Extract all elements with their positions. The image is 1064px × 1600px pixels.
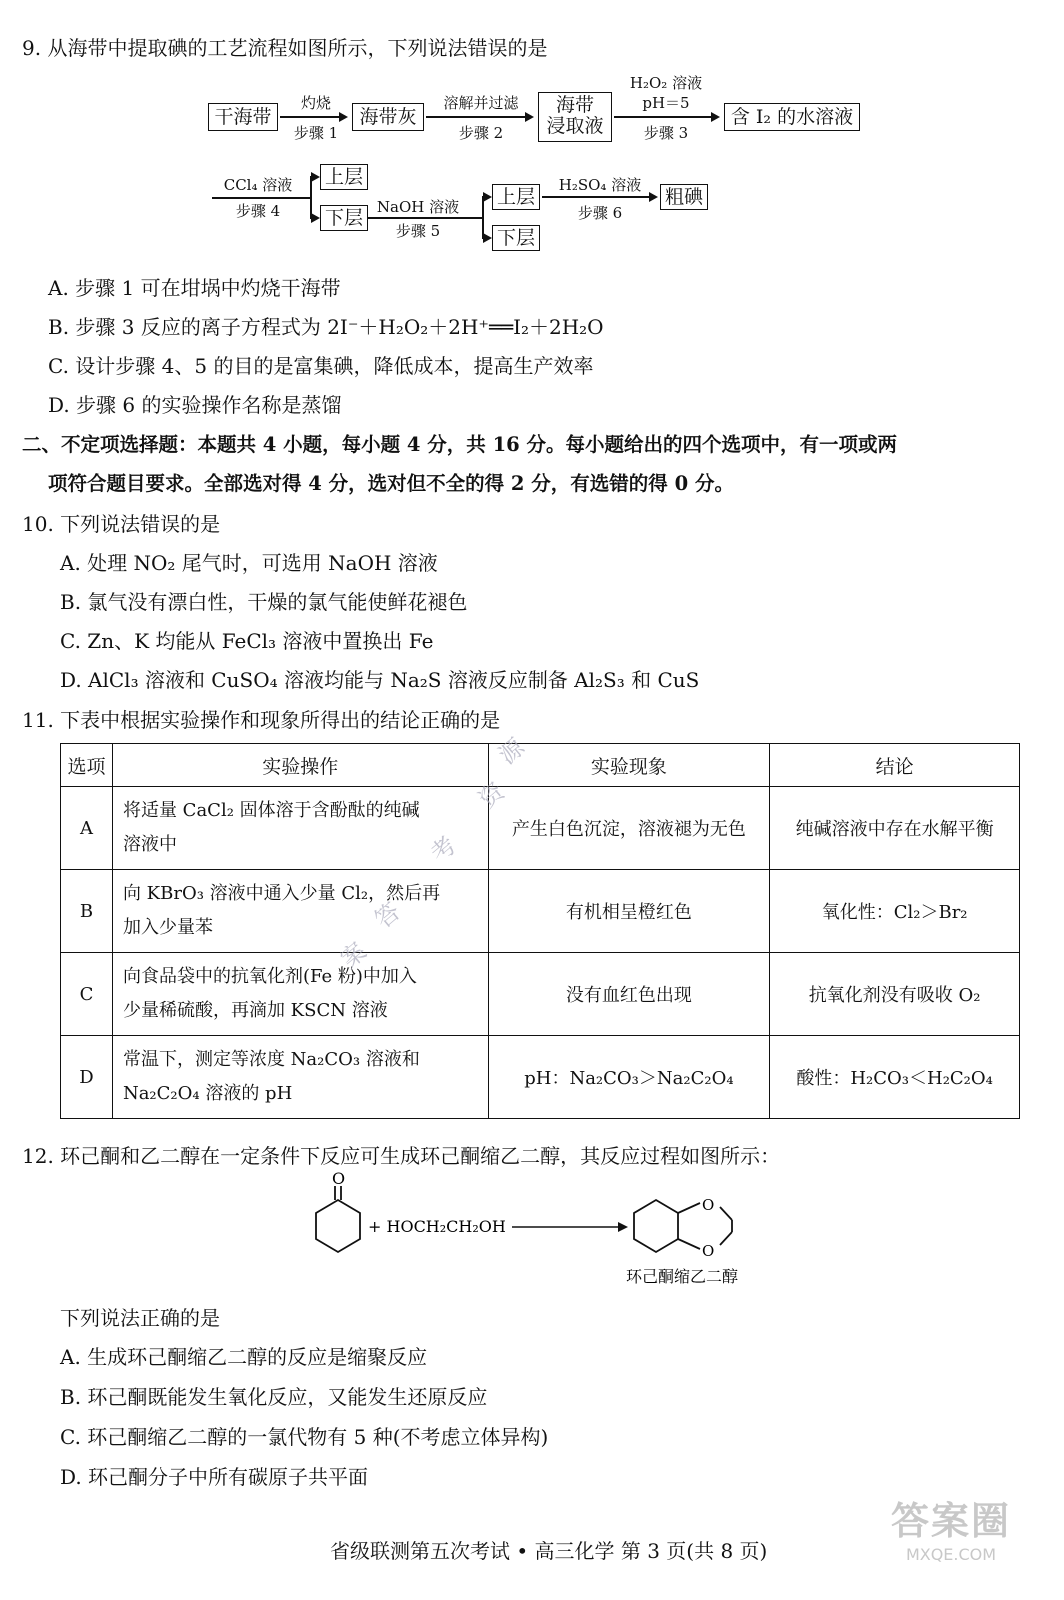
row-a-operation xyxy=(112,787,488,870)
watermark-logo-url: MXQE.COM xyxy=(905,1545,997,1564)
watermark-char: 资 xyxy=(473,776,510,814)
section2-line1: 二、不定项选择题：本题共 4 小题，每小题 4 分，共 16 分。每小题给出的四个选项中，有一项或两 xyxy=(22,433,898,456)
arrow-to-lower2 xyxy=(482,237,490,239)
row-c-op-line2: 少量稀硫酸，再滴加 KSCN 溶液 xyxy=(122,1000,388,1021)
box-upper-1: 上层 xyxy=(320,164,368,190)
row-c-option: C xyxy=(61,953,113,1036)
product-structure xyxy=(634,1200,732,1252)
q10-option-c: C. Zn、K 均能从 FeCl₃ 溶液中置换出 Fe xyxy=(60,629,434,653)
header-option: 选项 xyxy=(61,744,113,787)
row-d-conclusion: 酸性：H₂CO₃＜H₂C₂O₄ xyxy=(770,1036,1020,1119)
step6-top: H₂SO₄ 溶液 xyxy=(558,176,642,194)
row-d-phenomenon: pH：Na₂CO₃＞Na₂C₂O₄ xyxy=(488,1036,770,1119)
row-b-phenomenon: 有机相呈橙红色 xyxy=(488,870,770,953)
step6-bottom: 步骤 6 xyxy=(577,204,623,222)
step2-top: 溶解并过滤 xyxy=(443,94,519,112)
q10-option-d: D. AlCl₃ 溶液和 CuSO₄ 溶液均能与 Na₂S 溶液反应制备 Al₂S₃ 和 CuS xyxy=(60,668,700,692)
atom-o-top: O xyxy=(332,1170,346,1188)
table-row xyxy=(61,1036,1020,1119)
reagent-text: + HOCH₂CH₂OH xyxy=(368,1217,506,1236)
row-c-operation xyxy=(112,953,488,1036)
q12-option-d: D. 环己酮分子中所有碳原子共平面 xyxy=(60,1465,369,1489)
arrow-step6 xyxy=(542,196,656,198)
watermark-logo xyxy=(876,1490,1026,1564)
row-c-phenomenon: 没有血红色出现 xyxy=(488,953,770,1036)
step3-top1: H₂O₂ 溶液 xyxy=(629,74,703,92)
reaction-scheme xyxy=(300,1170,780,1290)
header-operation: 实验操作 xyxy=(112,744,488,787)
table-row xyxy=(61,787,1020,870)
step3-top2: pH＝5 xyxy=(642,94,690,112)
row-c-conclusion: 抗氧化剂没有吸收 O₂ xyxy=(770,953,1020,1036)
box-leach-liquid xyxy=(538,92,612,142)
watermark-char: 案 xyxy=(335,936,372,974)
q9-option-b: B. 步骤 3 反应的离子方程式为 2I⁻＋H₂O₂＋2H⁺══I₂＋2H₂O xyxy=(48,315,604,339)
step5-bottom: 步骤 5 xyxy=(395,222,441,240)
box-leach-line2: 浸取液 xyxy=(546,114,604,137)
row-d-op-line1: 常温下，测定等浓度 Na₂CO₃ 溶液和 xyxy=(122,1049,420,1070)
row-a-conclusion: 纯碱溶液中存在水解平衡 xyxy=(770,787,1020,870)
q12-prompt: 下列说法正确的是 xyxy=(60,1306,220,1330)
section2-line2: 项符合题目要求。全部选对得 4 分，选对但不全的得 2 分，有选错的得 0 分。 xyxy=(48,472,734,495)
page-footer: 省级联测第五次考试 • 高三化学 第 3 页(共 8 页) xyxy=(330,1539,768,1563)
row-b-operation xyxy=(112,870,488,953)
arrow-to-upper1 xyxy=(310,176,318,178)
watermark-char: 答 xyxy=(369,896,406,934)
q12-option-c: C. 环己酮缩乙二醇的一氯代物有 5 种(不考虑立体异构) xyxy=(60,1425,549,1449)
box-iodine-water: 含 I₂ 的水溶液 xyxy=(724,103,860,131)
row-a-option: A xyxy=(61,787,113,870)
step3-bottom: 步骤 3 xyxy=(643,124,689,142)
row-a-op-line2: 溶液中 xyxy=(122,834,177,855)
q12-option-a: A. 生成环己酮缩乙二醇的反应是缩聚反应 xyxy=(60,1345,428,1369)
q11-stem: 11. 下表中根据实验操作和现象所得出的结论正确的是 xyxy=(22,708,501,732)
step4-top: CCl₄ 溶液 xyxy=(223,176,293,194)
step4-bottom: 步骤 4 xyxy=(235,202,281,220)
reaction-arrowhead xyxy=(618,1222,628,1232)
watermark-char: 考 xyxy=(425,830,462,868)
step2-bottom: 步骤 2 xyxy=(458,124,504,142)
step4-line xyxy=(212,197,310,199)
row-d-op-line2: Na₂C₂O₄ 溶液的 pH xyxy=(122,1083,293,1104)
arrow-step3 xyxy=(614,116,718,118)
table-row xyxy=(61,953,1020,1036)
row-b-conclusion: 氧化性：Cl₂＞Br₂ xyxy=(770,870,1020,953)
arrow-to-upper2 xyxy=(482,196,490,198)
table-row xyxy=(61,870,1020,953)
q9-stem: 9. 从海带中提取碘的工艺流程如图所示，下列说法错误的是 xyxy=(22,36,548,60)
watermark-logo-text: 答案圈 xyxy=(890,1499,1011,1543)
q9-option-a: A. 步骤 1 可在坩埚中灼烧干海带 xyxy=(48,276,341,300)
box-dry-kelp: 干海带 xyxy=(208,103,278,131)
experiment-table xyxy=(60,743,1020,1119)
step5-top: NaOH 溶液 xyxy=(376,198,460,216)
header-phenomenon: 实验现象 xyxy=(488,744,770,787)
cyclohexanone-structure xyxy=(316,1186,360,1252)
arrow-step2 xyxy=(426,116,532,118)
arrow-to-lower1 xyxy=(310,217,318,219)
box-upper-2: 上层 xyxy=(492,184,540,210)
box-crude-iodine: 粗碘 xyxy=(660,184,708,210)
box-leach-line1: 海带 xyxy=(555,94,594,116)
q10-stem: 10. 下列说法错误的是 xyxy=(22,512,221,536)
step4-branch xyxy=(310,176,312,218)
row-c-op-line1: 向食品袋中的抗氧化剂(Fe 粉)中加入 xyxy=(122,966,417,987)
step5-line xyxy=(368,217,482,219)
atom-o-ring1: O xyxy=(702,1196,715,1214)
row-a-op-line1: 将适量 CaCl₂ 固体溶于含酚酞的纯碱 xyxy=(122,800,420,821)
row-a-phenomenon: 产生白色沉淀，溶液褪为无色 xyxy=(488,787,770,870)
q12-stem: 12. 环己酮和乙二醇在一定条件下反应可生成环己酮缩乙二醇，其反应过程如图所示： xyxy=(22,1144,781,1168)
atom-o-ring2: O xyxy=(702,1242,715,1260)
product-name: 环己酮缩乙二醇 xyxy=(626,1267,739,1286)
box-lower-2: 下层 xyxy=(492,225,540,251)
row-b-op-line1: 向 KBrO₃ 溶液中通入少量 Cl₂，然后再 xyxy=(122,883,441,904)
watermark-char: 源 xyxy=(493,732,530,770)
box-kelp-ash: 海带灰 xyxy=(352,103,424,131)
q9-option-c: C. 设计步骤 4、5 的目的是富集碘，降低成本，提高生产效率 xyxy=(48,354,594,378)
q12-option-b: B. 环己酮既能发生氧化反应，又能发生还原反应 xyxy=(60,1385,488,1409)
table-header-row xyxy=(61,744,1020,787)
row-b-op-line2: 加入少量苯 xyxy=(122,917,213,938)
arrow-step1 xyxy=(280,116,346,118)
step5-branch xyxy=(482,196,484,238)
header-conclusion: 结论 xyxy=(770,744,1020,787)
q9-option-d: D. 步骤 6 的实验操作名称是蒸馏 xyxy=(48,393,342,417)
box-lower-1: 下层 xyxy=(320,205,368,231)
row-d-operation xyxy=(112,1036,488,1119)
step1-top: 灼烧 xyxy=(300,94,331,112)
q10-option-a: A. 处理 NO₂ 尾气时，可选用 NaOH 溶液 xyxy=(60,551,438,575)
row-b-option: B xyxy=(61,870,113,953)
step1-bottom: 步骤 1 xyxy=(293,124,339,142)
row-d-option: D xyxy=(61,1036,113,1119)
q10-option-b: B. 氯气没有漂白性，干燥的氯气能使鲜花褪色 xyxy=(60,590,468,614)
